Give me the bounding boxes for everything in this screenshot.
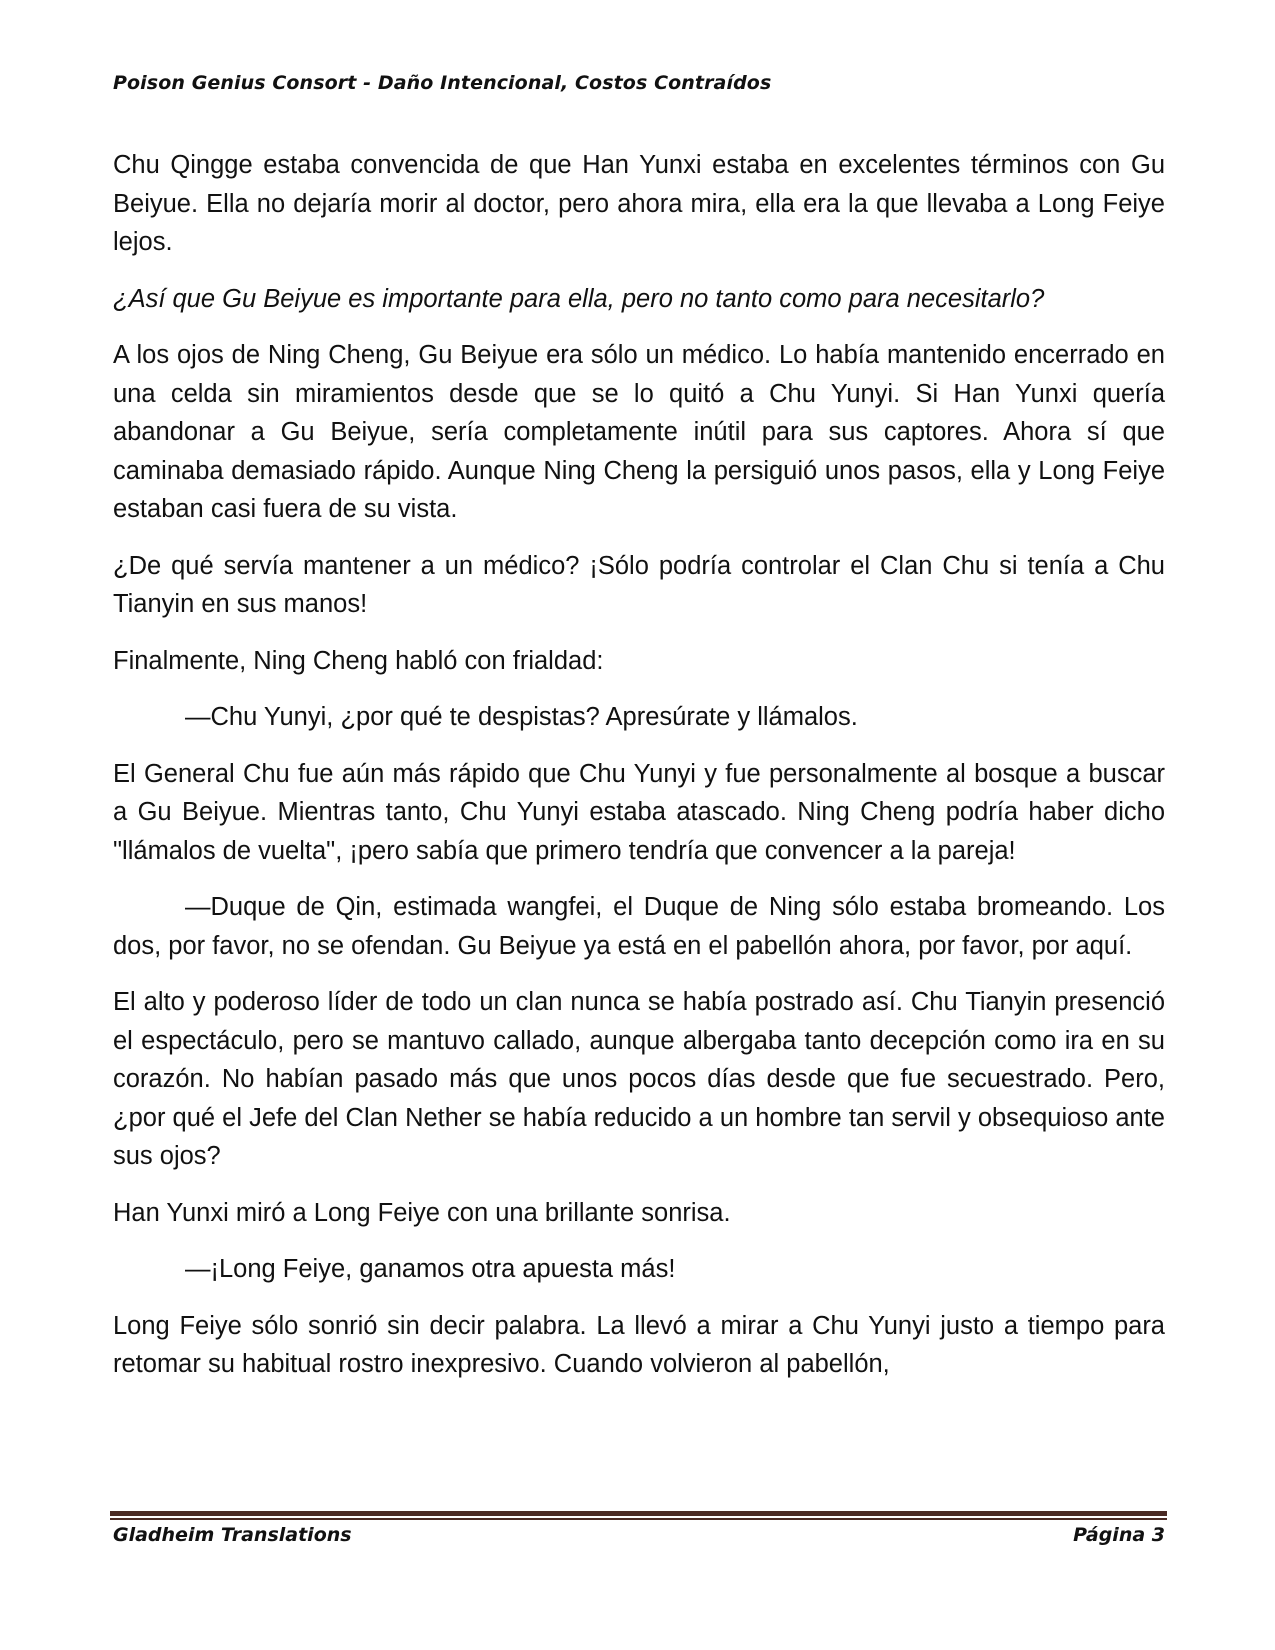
dialogue-line: —¡Long Feiye, ganamos otra apuesta más!	[185, 1255, 676, 1283]
paragraph: ¿De qué servía mantener a un médico? ¡Sólo podría controlar el Clan Chu si tenía a Chu Tianyin en sus manos!	[113, 551, 1165, 618]
paragraph: El General Chu fue aún más rápido que Chu Yunyi y fue personalmente al bosque a buscar a Gu Beiyue. Mientras tanto, Chu Yunyi estaba atascado. Ning Cheng podría haber dicho "llámalos de vuelta", ¡pero sabía que primero tendría que convencer a la pareja!	[113, 759, 1165, 865]
paragraph: A los ojos de Ning Cheng, Gu Beiyue era sólo un médico. Lo había mantenido encerrado en una celda sin miramientos desde que se lo quitó a Chu Yunyi. Si Han Yunxi quería abandonar a Gu Beiyue, sería completamente inútil para sus captores. Ahora sí que caminaba demasiado rápido. Aunque Ning Cheng la persiguió unos pasos, ella y Long Feiye estaban casi fuera de su vista.	[113, 341, 1165, 523]
footer-publisher: Gladheim Translations	[113, 1524, 352, 1546]
paragraph: El alto y poderoso líder de todo un clan nunca se había postrado así. Chu Tianyin presenció el espectáculo, pero se mantuvo callado, aunque albergaba tanto decepción como ira en su corazón. No habían pasado más que unos pocos días desde que fue secuestrado. Pero, ¿por qué el Jefe del Clan Nether se había reducido a un hombre tan servil y obsequioso ante sus ojos?	[113, 988, 1165, 1170]
paragraph: Finalmente, Ning Cheng habló con frialdad:	[113, 646, 604, 675]
paragraph-italic-thought: ¿Así que Gu Beiyue es importante para ella, pero no tanto como para necesitarlo?	[113, 284, 1045, 313]
paragraph: Chu Qingge estaba convencida de que Han Yunxi estaba en excelentes términos con Gu Beiyue. Ella no dejaría morir al doctor, pero ahora mira, ella era la que llevaba a Long Feiye lejos.	[113, 151, 1165, 256]
footer-page-number: Página 3	[1073, 1524, 1165, 1546]
footer-rule	[110, 1511, 1167, 1520]
paragraph: Long Feiye sólo sonrió sin decir palabra. La llevó a mirar a Chu Yunyi justo a tiempo para retomar su habitual rostro inexpresivo. Cuando volvieron al pabellón,	[113, 1311, 1165, 1378]
dialogue-line: —Chu Yunyi, ¿por qué te despistas? Apresúrate y llámalos.	[185, 703, 858, 731]
paragraph: Han Yunxi miró a Long Feiye con una brillante sonrisa.	[113, 1198, 731, 1227]
dialogue-line: —Duque de Qin, estimada wangfei, el Duque de Ning sólo estaba bromeando. Los dos, por favor, no se ofendan. Gu Beiyue ya está en el pabellón ahora, por favor, por aquí.	[113, 893, 1165, 960]
body-text	[113, 146, 1165, 1402]
running-header: Poison Genius Consort - Daño Intencional, Costos Contraídos	[113, 72, 772, 94]
footer-rule-thick	[110, 1511, 1167, 1516]
footer-rule-thin	[110, 1518, 1167, 1520]
